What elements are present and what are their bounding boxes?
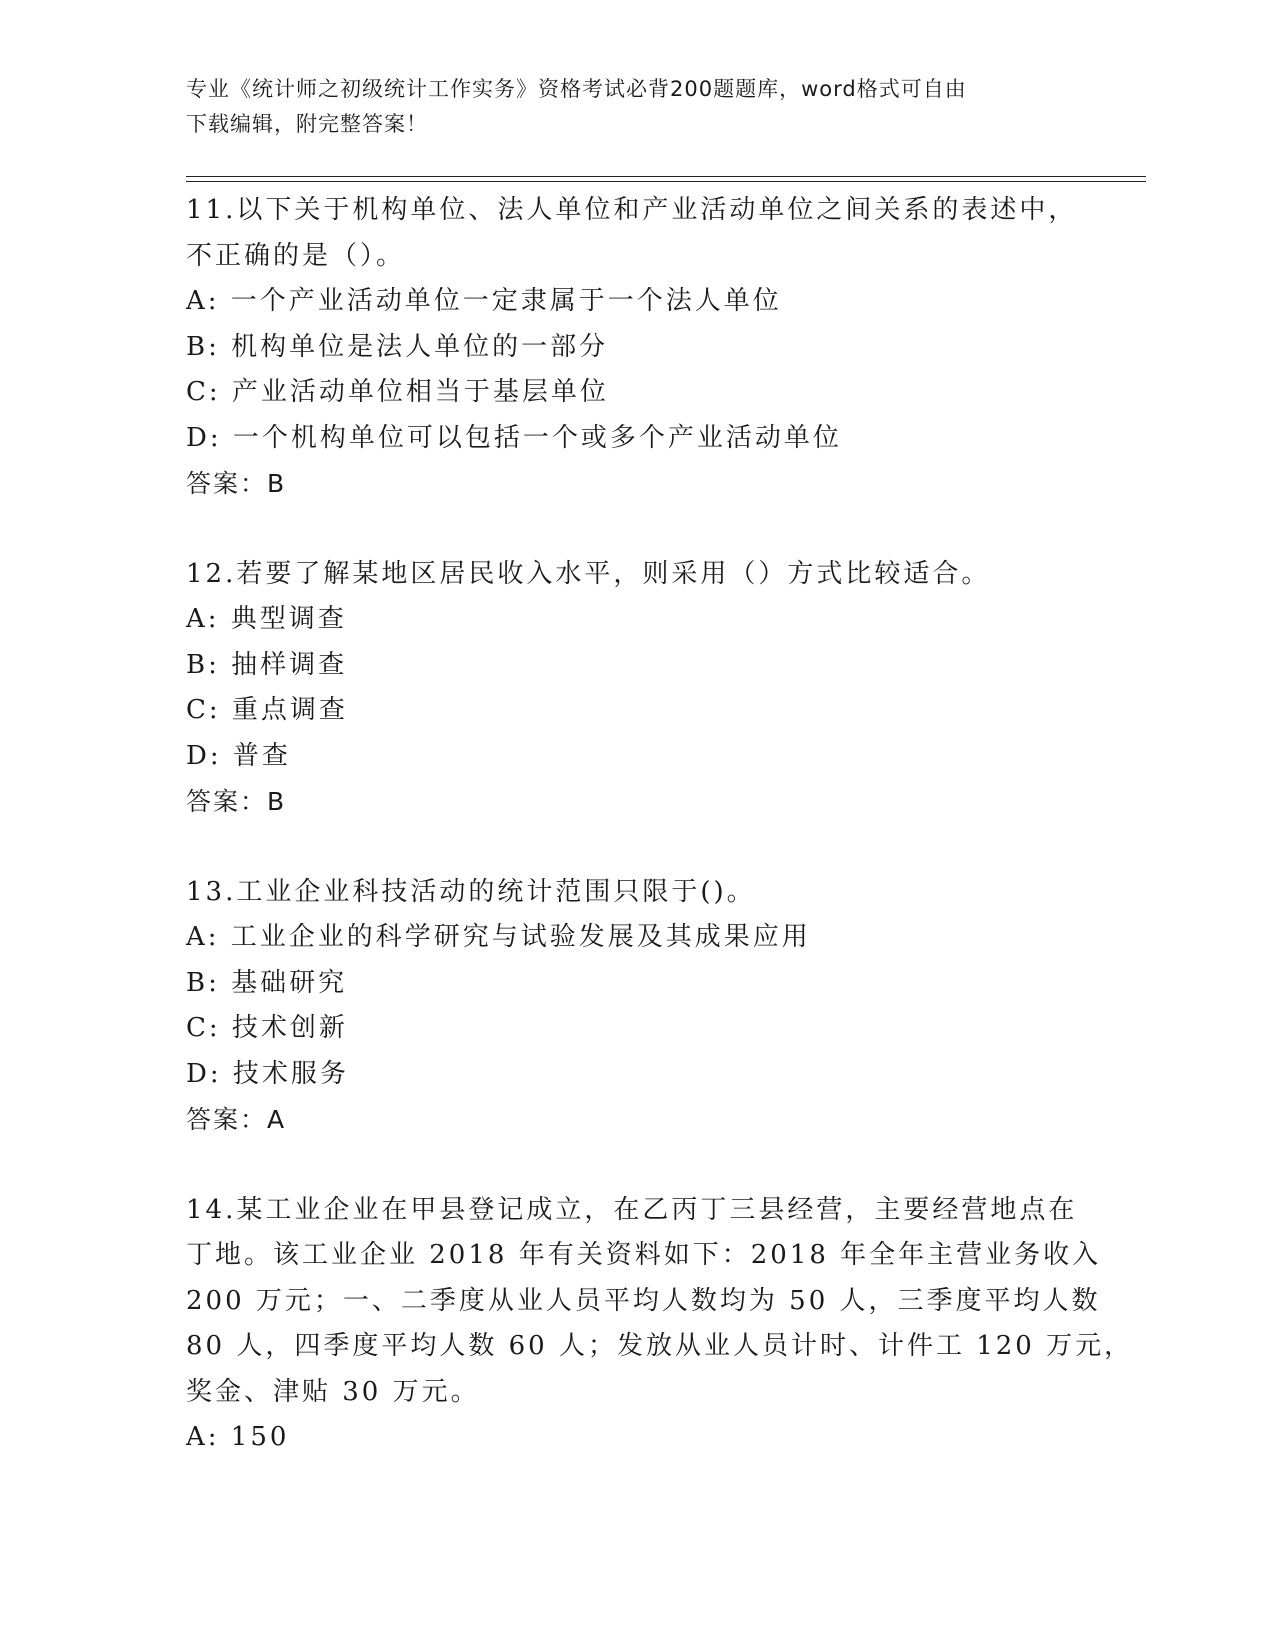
stem-line: 12.若要了解某地区居民收入水平，则采用（）方式比较适合。 [186, 558, 991, 589]
stem-line: 不正确的是（）。 [186, 240, 406, 271]
header-rule-bottom [186, 181, 1146, 182]
stem-line: 11.以下关于机构单位、法人单位和产业活动单位之间关系的表述中， [186, 195, 1078, 225]
question-13 [186, 870, 1086, 1143]
stem-line: 13.工业企业科技活动的统计范围只限于()。 [186, 876, 756, 907]
option-a: A: 150 [186, 1422, 290, 1452]
option-a: A: 工业企业的科学研究与试验发展及其成果应用 [186, 922, 811, 952]
stem-line: 80 人，四季度平均人数 60 人；发放从业人员计时、计件工 120 万元， [186, 1331, 1134, 1361]
question-stem [186, 188, 1086, 279]
stem-line: 200 万元；一、二季度从业人员平均人数均为 50 人，三季度平均人数 [186, 1285, 1101, 1316]
answer: 答案：A [186, 1105, 287, 1134]
option-d: D: 普查 [186, 740, 291, 771]
answer: 答案：B [186, 787, 287, 816]
option-b: B: 机构单位是法人单位的一部分 [186, 331, 609, 362]
option-a: A: 典型调查 [186, 604, 347, 634]
question-stem [186, 552, 1086, 598]
question-stem [186, 870, 1086, 916]
stem-line: 奖金、津贴 30 万元。 [186, 1376, 480, 1407]
question-11 [186, 188, 1086, 507]
option-b: B: 基础研究 [186, 967, 348, 998]
header-line-1: 专业《统计师之初级统计工作实务》资格考试必背200题题库，word格式可自由 [186, 77, 967, 101]
question-list [186, 188, 1134, 1506]
answer: 答案：B [186, 469, 287, 498]
option-d: D: 技术服务 [186, 1058, 349, 1089]
option-a: A: 一个产业活动单位一定隶属于一个法人单位 [186, 286, 782, 316]
header-rule-top [186, 176, 1146, 177]
option-c: C: 技术创新 [186, 1013, 348, 1043]
document-header [186, 72, 1066, 142]
question-14 [186, 1188, 1134, 1461]
stem-line: 丁地。该工业企业 2018 年有关资料如下：2018 年全年主营业务收入 [186, 1240, 1102, 1270]
option-b: B: 抽样调查 [186, 649, 348, 680]
question-stem [186, 1188, 1134, 1416]
option-c: C: 重点调查 [186, 695, 348, 725]
stem-line: 14.某工业企业在甲县登记成立，在乙丙丁三县经营，主要经营地点在 [186, 1194, 1078, 1225]
option-d: D: 一个机构单位可以包括一个或多个产业活动单位 [186, 422, 842, 453]
question-12 [186, 552, 1086, 825]
option-c: C: 产业活动单位相当于基层单位 [186, 377, 609, 407]
header-line-2: 下载编辑，附完整答案！ [186, 112, 428, 136]
